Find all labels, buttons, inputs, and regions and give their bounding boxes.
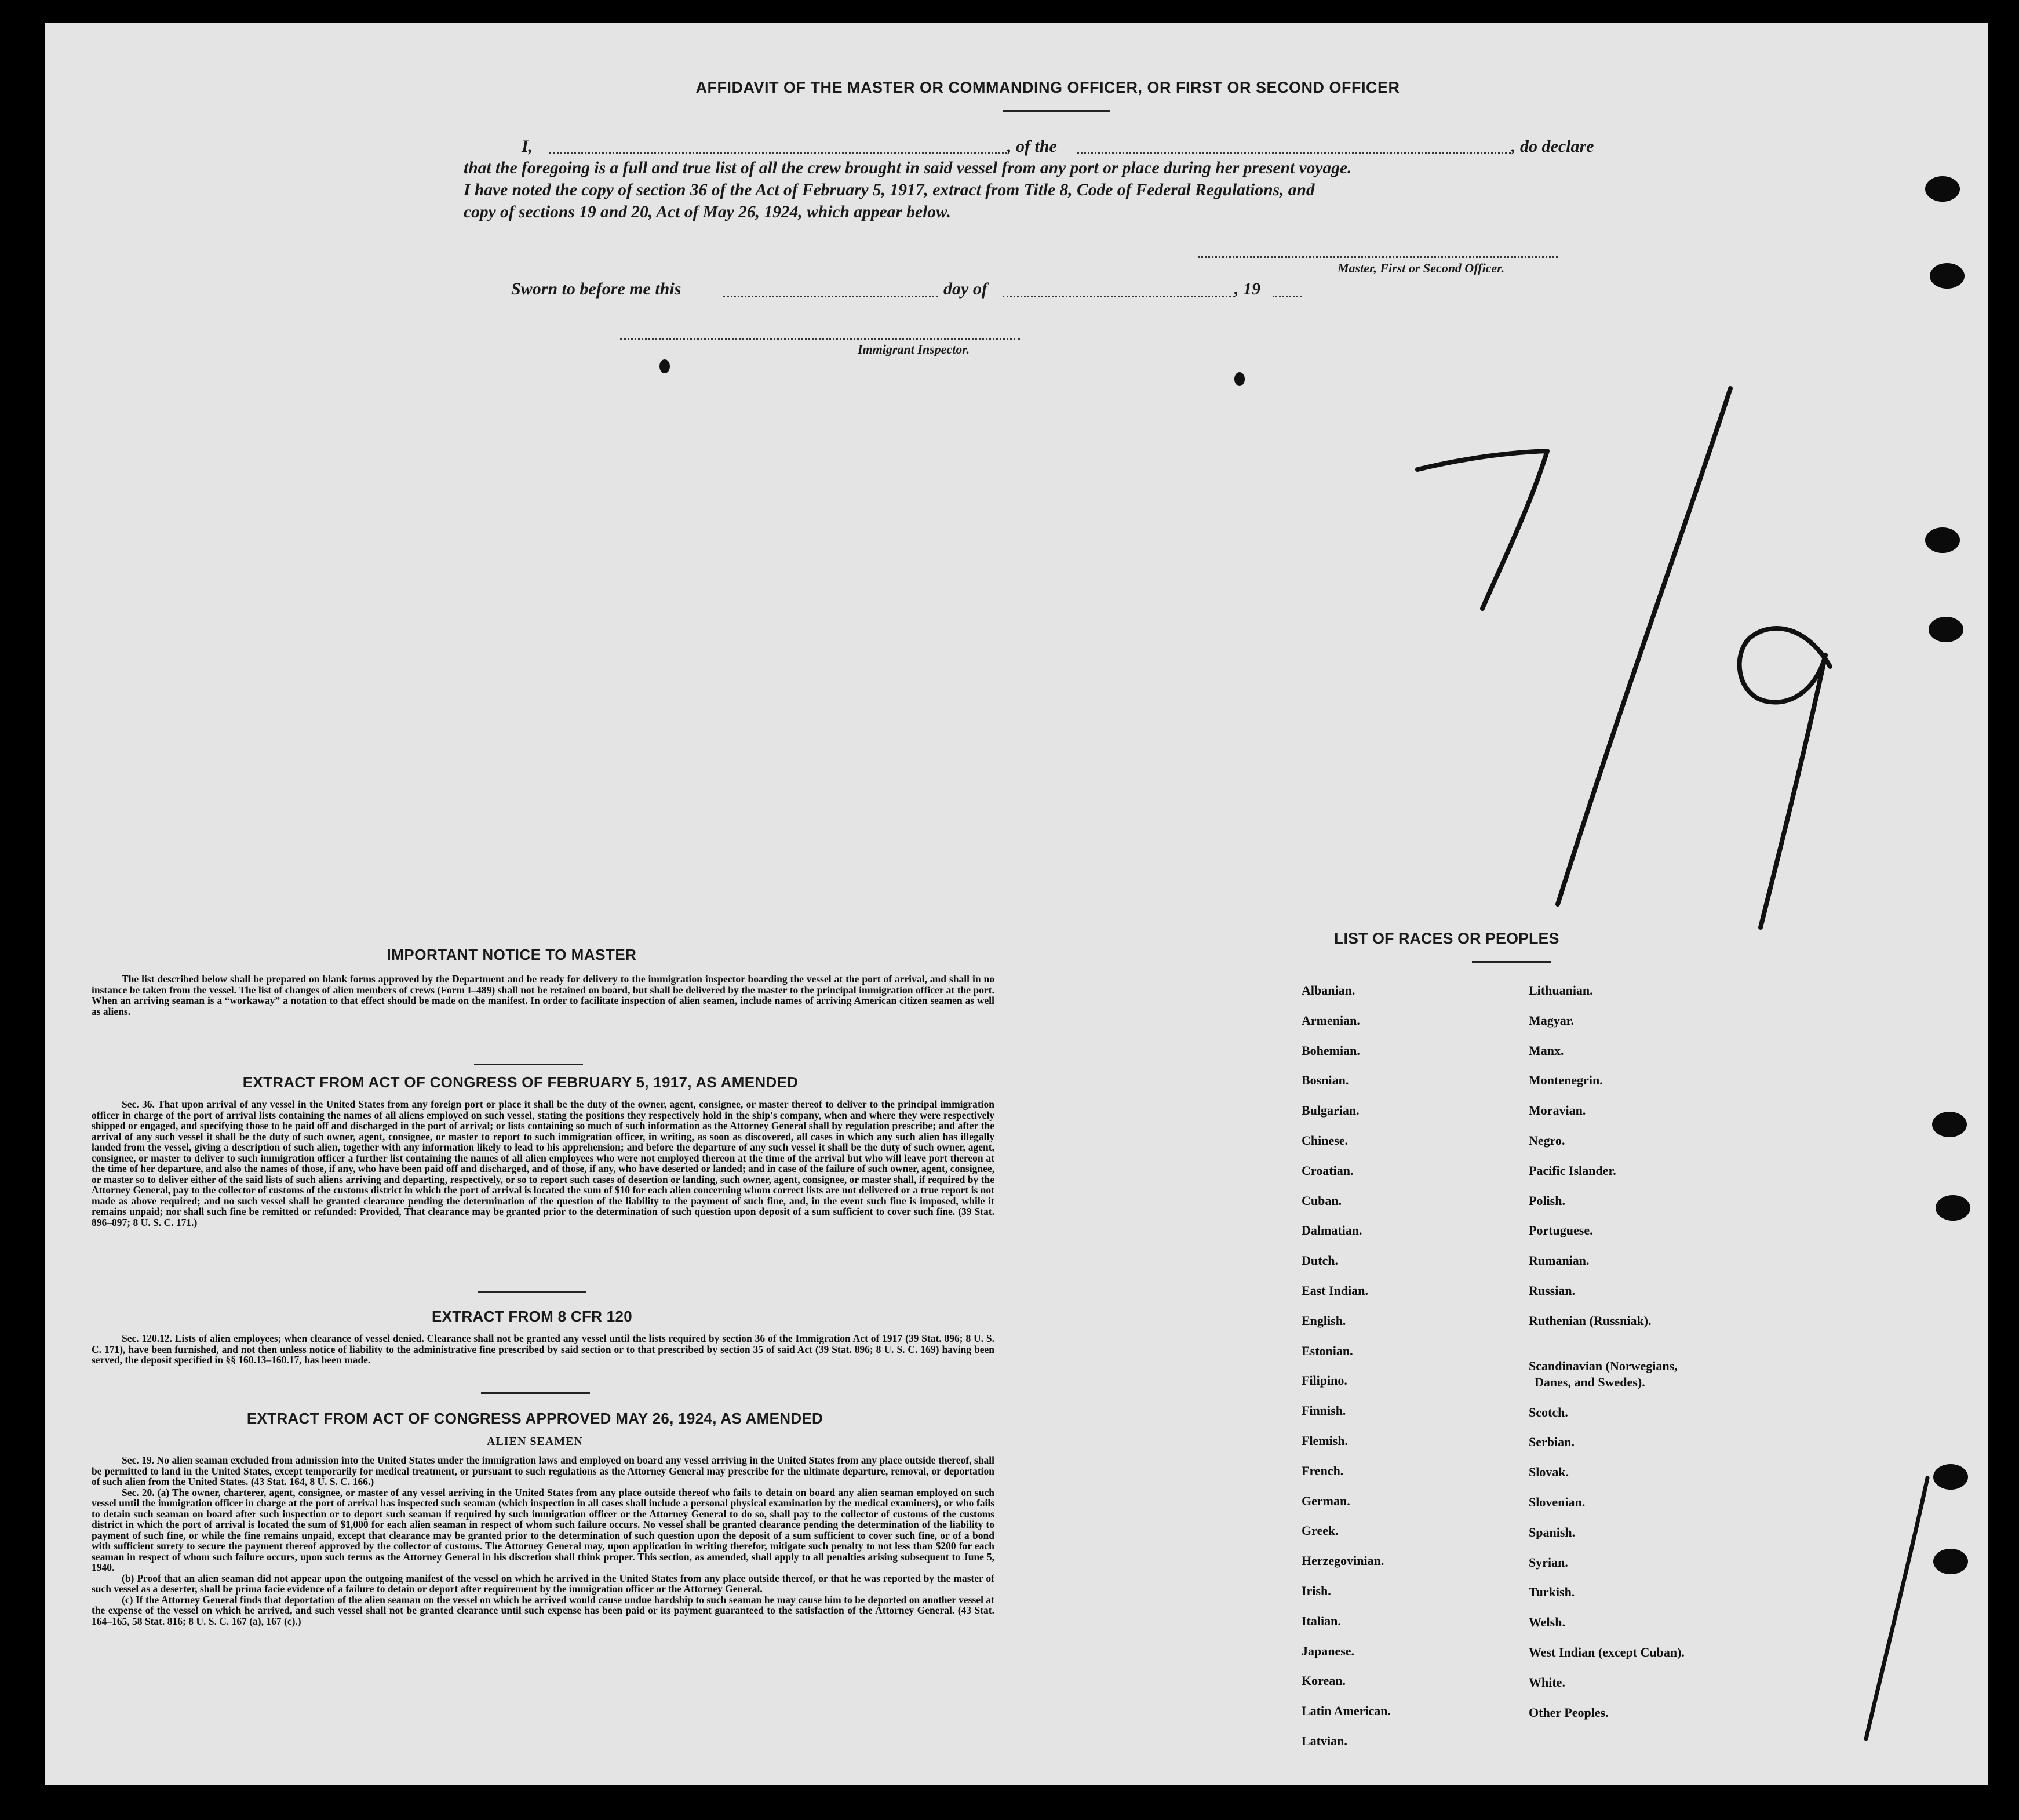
- race-item: Polish.: [1529, 1193, 1565, 1208]
- document-page: [45, 23, 1988, 1785]
- race-item: Flemish.: [1302, 1433, 1349, 1448]
- race-item: Herzegovinian.: [1302, 1553, 1384, 1568]
- alien-seamen-subtitle: ALIEN SEAMEN: [487, 1435, 583, 1448]
- race-item: Syrian.: [1529, 1555, 1568, 1570]
- race-item: Dalmatian.: [1302, 1223, 1362, 1238]
- notice-body: [92, 974, 994, 1017]
- day-of-label: day of: [943, 279, 987, 299]
- race-item: English.: [1302, 1313, 1346, 1328]
- race-item: Irish.: [1302, 1584, 1331, 1598]
- inspector-signature-line: [620, 338, 1020, 340]
- race-item: Latin American.: [1302, 1703, 1391, 1719]
- race-item: Bosnian.: [1302, 1073, 1349, 1088]
- race-item: Estonian.: [1302, 1343, 1353, 1358]
- race-item: Croatian.: [1302, 1163, 1354, 1178]
- race-item: Manx.: [1529, 1043, 1564, 1058]
- race-item: Scandinavian (Norwegians,: [1529, 1358, 1678, 1373]
- year-blank: [1273, 296, 1302, 297]
- race-item: Moravian.: [1529, 1103, 1586, 1118]
- race-item: Bohemian.: [1302, 1043, 1360, 1058]
- race-item: Dutch.: [1302, 1253, 1338, 1268]
- race-item: Turkish.: [1529, 1585, 1575, 1600]
- affidavit-i: I,: [522, 137, 533, 156]
- month-blank: [1003, 296, 1234, 297]
- divider-3: [481, 1392, 590, 1394]
- race-item: Armenian.: [1302, 1013, 1360, 1028]
- race-item: Latvian.: [1302, 1734, 1347, 1748]
- race-item: Filipino.: [1302, 1373, 1347, 1388]
- sec-36-text: Sec. 36. That upon arrival of any vessel in the United States from any foreign port or place it shall be the duty of the owner, agent, consignee, or master thereof to deliver to the principal immigration officer in charge of the port of arrival lists containing the names of all aliens employed on such vessel, stating the positions they respectively hold in the ship's company, when and where they were respectively shipped or engaged, and specifying those to be paid off and discharged in the port of arrival; or lists containing so much of such information as the Attorney General shall by regulation prescribe; and after the arrival of any such vessel it shall be the duty of such owner, agent, consignee, or master to report to such immigration officer, in writing, as soon as discovered, all cases in which any such alien has illegally landed from the vessel, giving a description of such alien, together with any information likely to lead to his apprehension; and before the departure of any such vessel it shall be the duty of such owner, agent, consignee, or master to deliver to such immigration officer a further list containing the names of all alien employees who were not employed thereon at the time of the arrival but who will leave port thereon at the time of her departure, and also the names of those, if any, who have been paid off and discharged, and of those, if any, who have deserted or landed; and in case of the failure of such owner, agent, consignee, or master so to deliver either of the said lists of such aliens arriving and departing, respectively, or so to report such cases of desertion or landing, such owner, agent, consignee, or master shall, if required by the Attorney General, pay to the collector of customs of the customs district in which the port of arrival is located the sum of $10 for each alien concerning whom correct lists are not delivered or a true report is not made as above required; and no such vessel shall be granted clearance pending the determination of the question of the liability to the payment of such fine, and, in the event such fine is imposed, while it remains unpaid; nor shall such fine be remitted or refunded: Provided, That clearance may be granted prior to the determination of such question upon deposit of a sum sufficient to cover such fine. (39 Stat. 896–897; 8 U. S. C. 171.): [92, 1098, 994, 1228]
- race-item: West Indian (except Cuban).: [1529, 1645, 1685, 1659]
- race-item: Negro.: [1529, 1133, 1565, 1148]
- race-item: Other Peoples.: [1529, 1705, 1609, 1720]
- notice-text: The list described below shall be prepared on blank forms approved by the Department and be ready for delivery to the immigration inspector boarding the vessel at the port of arrival, and shall in no instance be taken from the vessel. The list of changes of alien members of crews (Form I–489) shall not be retained on board, but shall be delivered by the master to the principal immigration officer at the port. When an arriving seaman is a “workaway” a notation to that effect should be made on the manifest. In order to facilitate inspection of alien seamen, include names of arriving American citizen seamen as well as aliens.: [92, 973, 994, 1017]
- affidavit-line-4: copy of sections 19 and 20, Act of May 26, 1924, which appear below.: [464, 203, 951, 221]
- inspector-signature-label: Immigrant Inspector.: [858, 342, 970, 356]
- race-item: Ruthenian (Russniak).: [1529, 1313, 1652, 1328]
- race-item: Italian.: [1302, 1613, 1341, 1628]
- races-title: LIST OF RACES OR PEOPLES: [1334, 930, 1559, 947]
- title-underline: [1003, 110, 1110, 112]
- extract-1924-body: [92, 1455, 994, 1626]
- vessel-blank: [1077, 152, 1511, 154]
- extract-cfr-body: [92, 1333, 994, 1366]
- affidavit-line-3: I have noted the copy of section 36 of the Act of February 5, 1917, extract from Title 8, Code of Federal Regulations, and: [464, 181, 1315, 199]
- race-item: Portuguese.: [1529, 1223, 1593, 1238]
- sec-20b-text: (b) Proof that an alien seaman did not appear upon the outgoing manifest of the vessel on which he arrived in the United States from any place outside thereof, or that he was reported by the master of such vessel as a deserter, shall be prima facie evidence of a failure to detain or deport after requirement by the immigration officer or the Attorney General.: [92, 1572, 994, 1595]
- punch-hole: [1925, 527, 1960, 553]
- sworn-label: Sworn to before me this: [511, 279, 681, 299]
- race-item: Danes, and Swedes).: [1535, 1374, 1645, 1389]
- affidavit-of-the: , of the: [1007, 137, 1057, 156]
- name-blank: [549, 152, 1007, 154]
- punch-hole: [1933, 1549, 1968, 1574]
- sec-19-text: Sec. 19. No alien seaman excluded from admission into the United States under the immigration laws and employed on board any vessel arriving in the United States from any place outside thereof, shall be permitted to land in the United States, except temporarily for medical treatment, or pursuant to such regulations as the Attorney General may prescribe for the ultimate departure, removal, or deportation of such alien from the United States. (43 Stat. 164, 8 U. S. C. 166.): [92, 1454, 994, 1487]
- sworn-day-blank: [723, 296, 938, 297]
- race-item: German.: [1302, 1493, 1350, 1508]
- race-item: Finnish.: [1302, 1403, 1346, 1418]
- races-title-underline: [1472, 961, 1551, 963]
- sec-120-12-text: Sec. 120.12. Lists of alien employees; when clearance of vessel denied. Clearance shall not be granted any vessel until the lists required by section 36 of the Immigration Act of 1917 (39 Stat. 896; 8 U. S. C. 171), have been furnished, and not then unless notice of liability to the administrative fine prescribed by said section or to that prescribed by section 35 of said Act (39 Stat. 896; 8 U. S. C. 169) having been served, the deposit specified in §§ 160.13–160.17, has been made.: [92, 1333, 994, 1366]
- race-item: Chinese.: [1302, 1133, 1349, 1148]
- race-item: Slovenian.: [1529, 1495, 1586, 1509]
- handwritten-number: [1413, 383, 1853, 962]
- punch-hole: [1925, 176, 1960, 202]
- race-item: Serbian.: [1529, 1435, 1575, 1450]
- divider-2: [478, 1291, 586, 1293]
- punch-hole: [1933, 1464, 1968, 1490]
- divider-1: [474, 1064, 583, 1065]
- race-item: White.: [1529, 1675, 1565, 1690]
- race-item: Bulgarian.: [1302, 1103, 1360, 1118]
- punch-hole: [1936, 1195, 1970, 1221]
- race-item: Montenegrin.: [1529, 1073, 1603, 1088]
- race-item: Welsh.: [1529, 1615, 1565, 1630]
- ink-speck: [1234, 372, 1245, 386]
- master-signature-label: Master, First or Second Officer.: [1338, 261, 1505, 275]
- extract-1917-body: [92, 1099, 994, 1228]
- race-item: Magyar.: [1529, 1013, 1575, 1028]
- race-item: Spanish.: [1529, 1524, 1576, 1539]
- race-item: Cuban.: [1302, 1193, 1342, 1208]
- sec-20c-text: (c) If the Attorney General finds that deportation of the alien seaman on the vessel on which he arrived would cause undue hardship to such seaman he may cause him to be deported on another vessel at the expense of the vessel on which he arrived, and such vessel shall not be granted clearance until such expense has been paid or its payment guaranteed to the satisfaction of the Attorney General. (43 Stat. 164–165, 58 Stat. 816; 8 U. S. C. 167 (a), 167 (c).): [92, 1593, 994, 1627]
- year-label: , 19: [1234, 279, 1260, 299]
- race-item: East Indian.: [1302, 1283, 1368, 1298]
- affidavit-line-2: that the foregoing is a full and true list of all the crew brought in said vessel from any port or place during her present voyage.: [464, 159, 1352, 177]
- race-item: Rumanian.: [1529, 1253, 1590, 1268]
- punch-hole: [1929, 617, 1963, 642]
- race-item: Albanian.: [1302, 983, 1355, 998]
- race-item: French.: [1302, 1463, 1344, 1478]
- ink-speck: [659, 359, 670, 373]
- handwritten-slash-mark: [1859, 1472, 1940, 1750]
- race-item: Slovak.: [1529, 1465, 1569, 1480]
- notice-title: IMPORTANT NOTICE TO MASTER: [387, 946, 637, 963]
- race-item: Greek.: [1302, 1523, 1339, 1538]
- race-item: Japanese.: [1302, 1643, 1355, 1658]
- master-signature-line: [1198, 256, 1558, 258]
- extract-1917-title: EXTRACT FROM ACT OF CONGRESS OF FEBRUARY 5, 1917, AS AMENDED: [242, 1073, 799, 1091]
- race-item: Russian.: [1529, 1283, 1576, 1298]
- punch-hole: [1930, 263, 1965, 289]
- affidavit-title: AFFIDAVIT OF THE MASTER OR COMMANDING OFFICER, OR FIRST OR SECOND OFFICER: [695, 79, 1400, 96]
- race-item: Scotch.: [1529, 1404, 1568, 1419]
- race-item: Pacific Islander.: [1529, 1163, 1616, 1178]
- extract-1924-title: EXTRACT FROM ACT OF CONGRESS APPROVED MAY 26, 1924, AS AMENDED: [246, 1410, 823, 1427]
- extract-cfr-title: EXTRACT FROM 8 CFR 120: [431, 1308, 633, 1325]
- race-item: Lithuanian.: [1529, 983, 1593, 998]
- sec-20a-text: Sec. 20. (a) The owner, charterer, agent, consignee, or master of any vessel arriving in the United States from any place outside thereof who fails to detain on board any alien seaman employed on such vessel until the immigration officer in charge at the port of arrival has inspected such seaman (which inspection in all cases shall include a personal physical examination by the medical examiners), or who fails to detain such seaman on board after such inspection or to deport such seaman if required by such immigration officer or the Attorney General to do so, shall pay to the collector of customs of the customs district in which the port of arrival is located the sum of $1,000 for each alien seaman in respect of whom such failure occurs. No vessel shall be granted clearance pending the determination of the liability to payment of such fine, or while the fine remains unpaid, except that clearance may be granted prior to the determination of such question upon the deposit of a sum sufficient to cover such fine, or of a bond with sufficient surety to secure the payment thereof approved by the collector of customs. The Attorney General may, upon application in writing therefor, mitigate such penalty to not less than $200 for each seaman in respect of whom such failure occurs, upon such terms as the Attorney General in his discretion shall think proper. This section, as amended, shall apply to all penalties arising subsequent to June 5, 1940.: [92, 1486, 994, 1573]
- punch-hole: [1932, 1112, 1967, 1137]
- affidavit-do-declare: , do declare: [1511, 137, 1594, 156]
- race-item: Korean.: [1302, 1673, 1346, 1688]
